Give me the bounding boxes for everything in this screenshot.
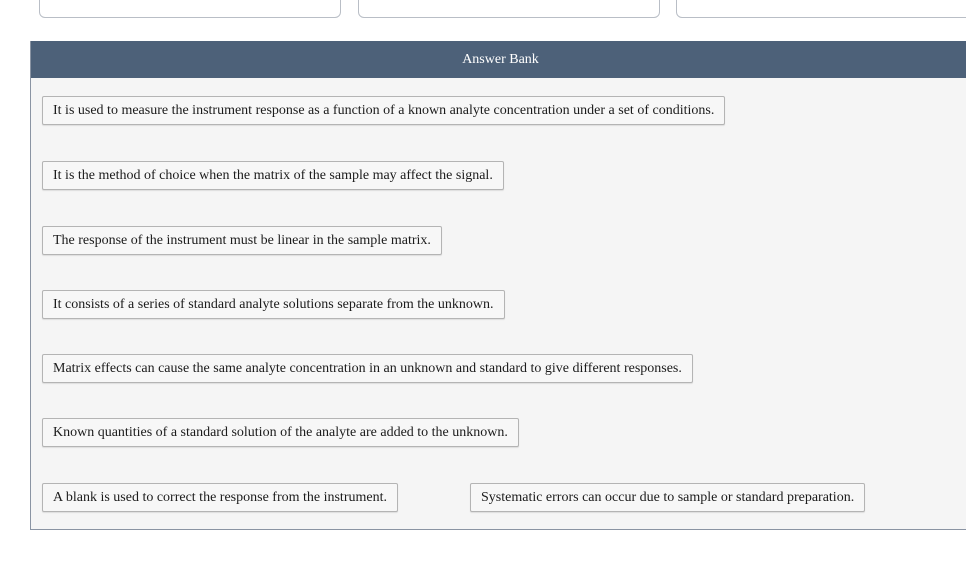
answer-tile-1[interactable]: It is used to measure the instrument response as a function of a known analyte concentration under a set of conditions. bbox=[42, 96, 725, 125]
drop-zone-2[interactable] bbox=[358, 0, 660, 18]
answer-tile-3[interactable]: The response of the instrument must be linear in the sample matrix. bbox=[42, 226, 442, 255]
drop-zone-1[interactable] bbox=[39, 0, 341, 18]
answer-bank-title: Answer Bank bbox=[31, 41, 966, 78]
answer-tile-5[interactable]: Matrix effects can cause the same analyte concentration in an unknown and standard to give different responses. bbox=[42, 354, 693, 383]
drop-zone-3[interactable] bbox=[676, 0, 966, 18]
answer-tile-2[interactable]: It is the method of choice when the matrix of the sample may affect the signal. bbox=[42, 161, 504, 190]
answer-tile-8[interactable]: Systematic errors can occur due to sample or standard preparation. bbox=[470, 483, 865, 512]
answer-bank bbox=[30, 41, 966, 530]
answer-tile-4[interactable]: It consists of a series of standard analyte solutions separate from the unknown. bbox=[42, 290, 505, 319]
answer-tile-7[interactable]: A blank is used to correct the response from the instrument. bbox=[42, 483, 398, 512]
answer-tile-6[interactable]: Known quantities of a standard solution of the analyte are added to the unknown. bbox=[42, 418, 519, 447]
